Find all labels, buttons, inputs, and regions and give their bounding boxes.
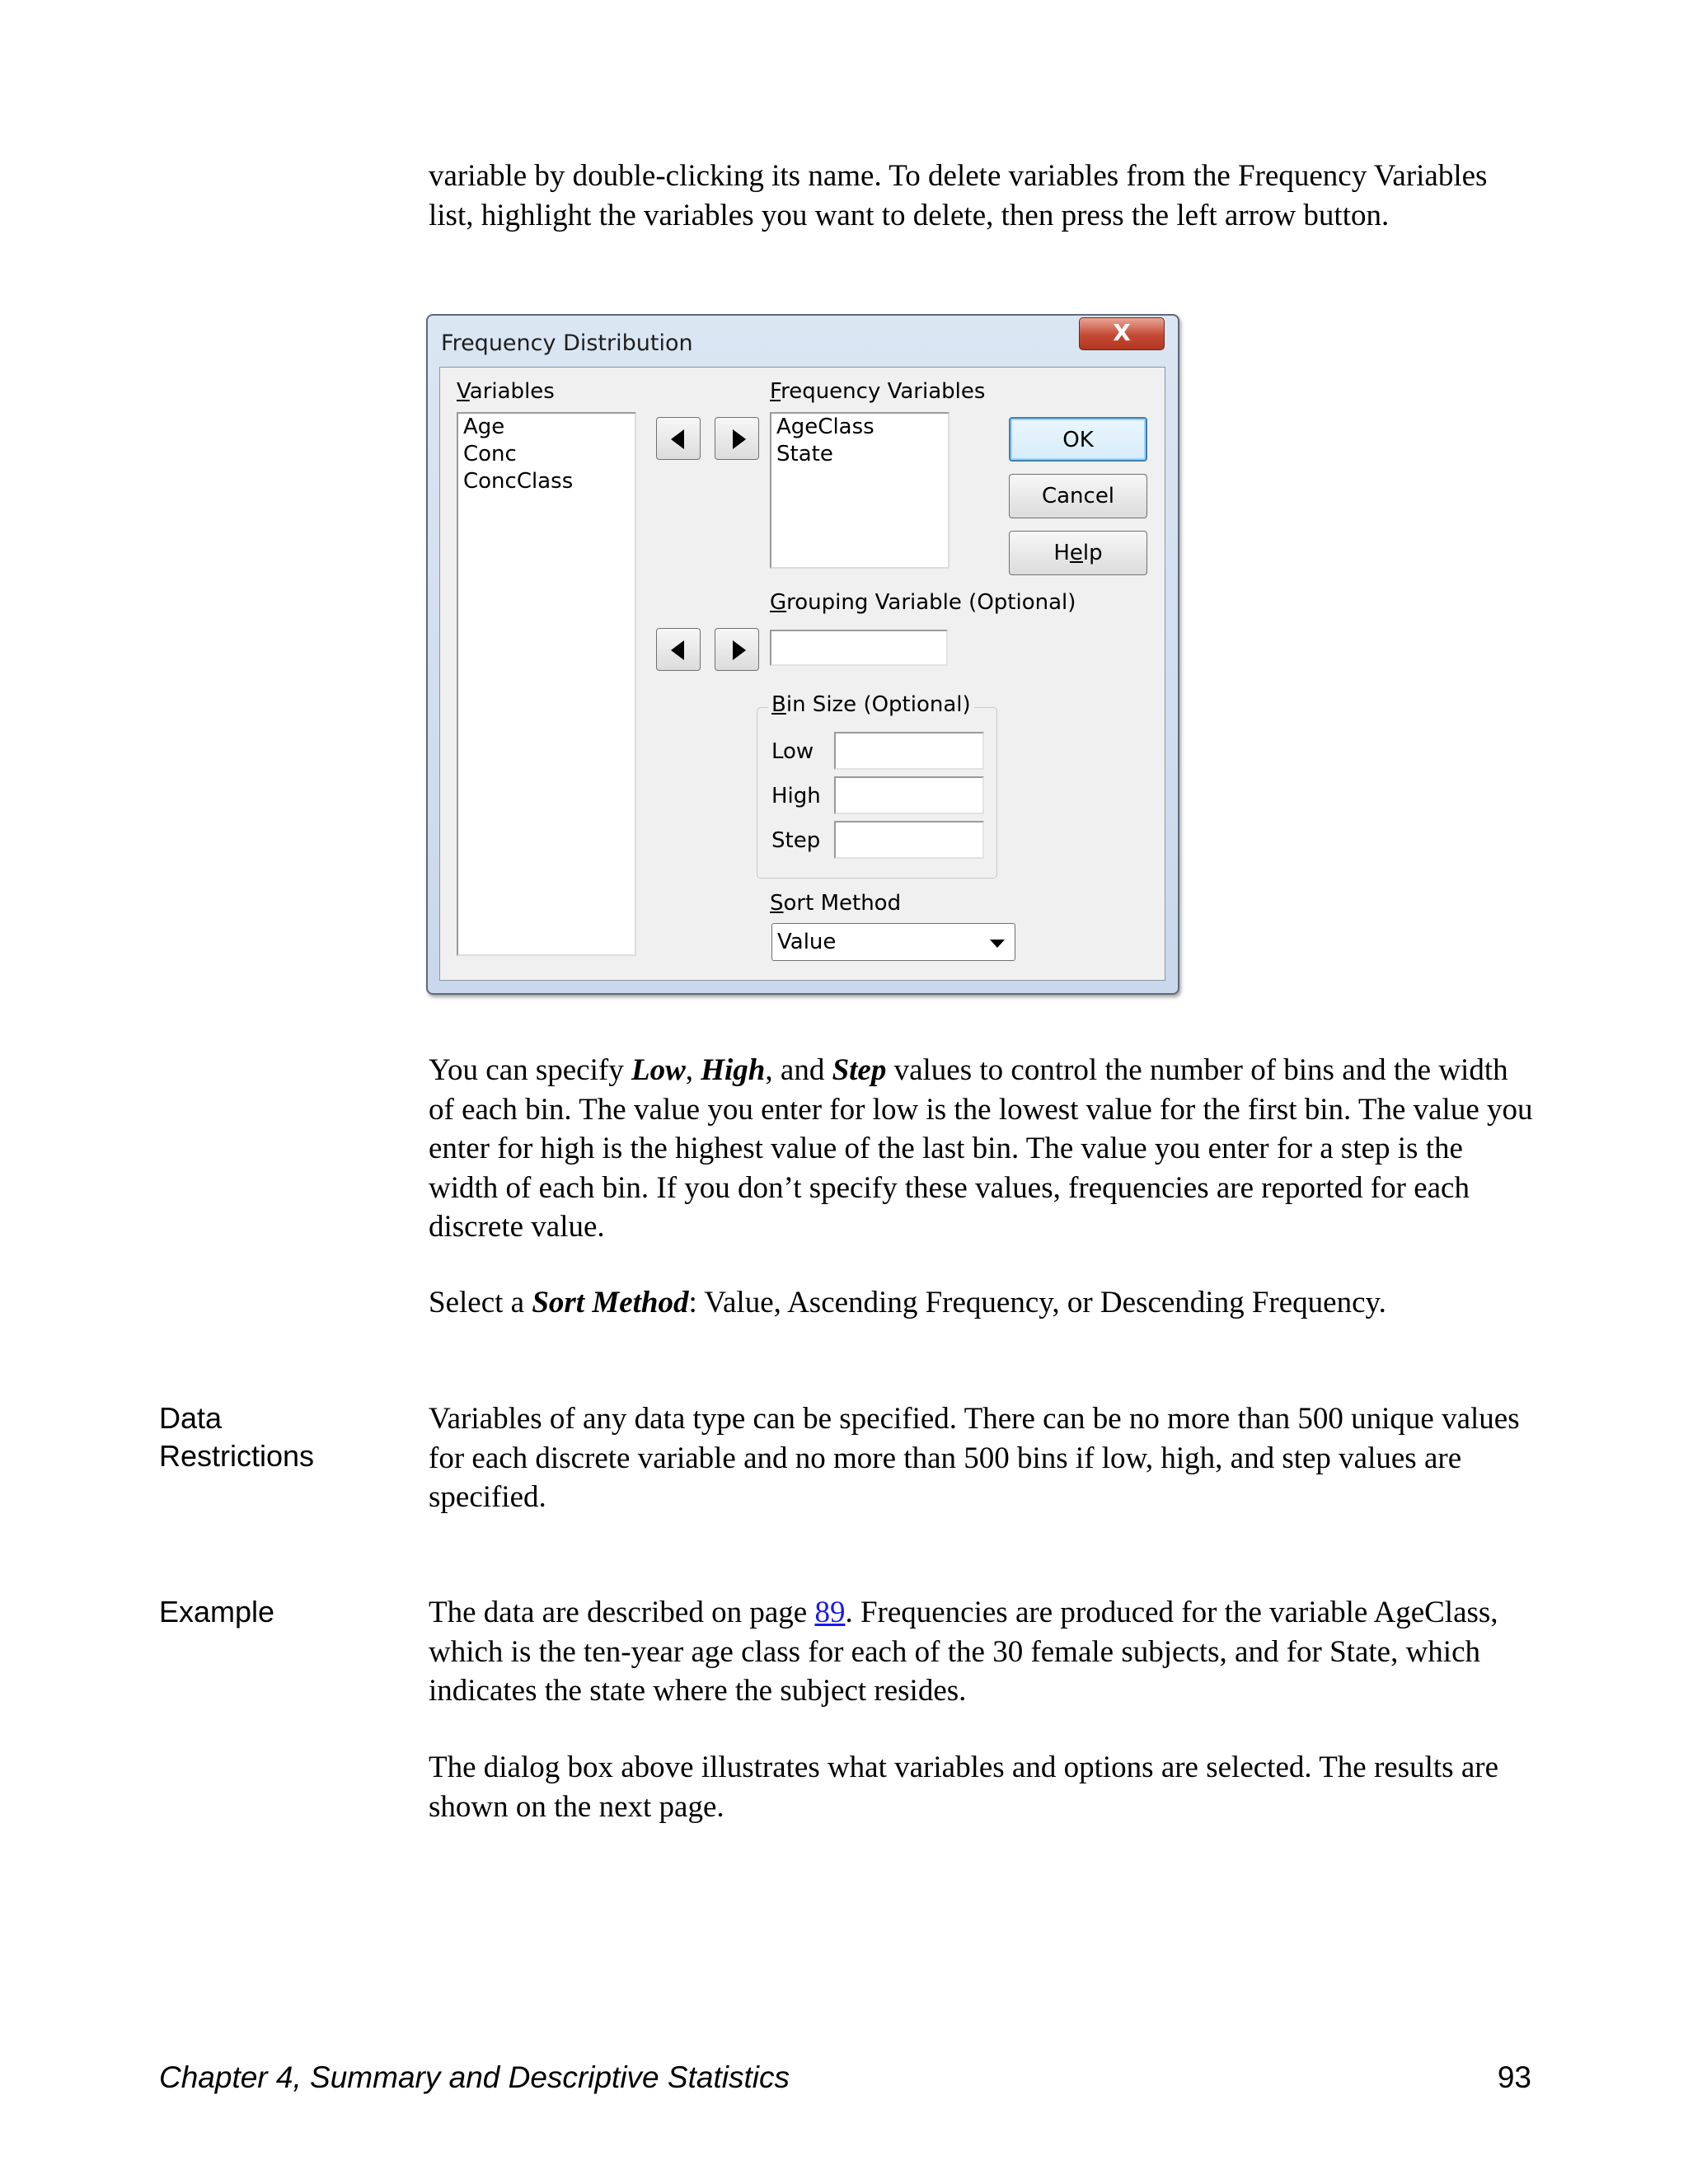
list-item[interactable]: ConcClass xyxy=(463,469,574,494)
add-grouping-variable-button[interactable] xyxy=(715,628,759,671)
high-label: High xyxy=(771,784,821,808)
grouping-variable-field[interactable] xyxy=(770,630,948,666)
high-field[interactable] xyxy=(834,776,984,814)
close-button[interactable]: X xyxy=(1079,317,1165,350)
example-paragraph: The data are described on page 89. Frequencies are produced for the variable AgeClass, which is the ten-year age class for each of the 30 female subjects, and for State, which indicates the state where the subject resides. xyxy=(429,1596,1498,1708)
page-link[interactable]: 89 xyxy=(814,1596,846,1629)
page-number: 93 xyxy=(1497,2060,1531,2094)
intro-paragraph: variable by double-clicking its name. To delete variables from the Frequency Variables list, highlight the variables you want to delete, then press the left arrow button. xyxy=(429,159,1488,232)
frequency-distribution-dialog xyxy=(426,314,1179,995)
data-restrictions-text: Variables of any data type can be specified. There can be no more than 500 unique values for each discrete variable and no more than 500 bins if low, high, and step values are specified. xyxy=(429,1402,1520,1514)
remove-frequency-variable-button[interactable] xyxy=(656,417,701,460)
frequency-variables-label: Frequency Variables xyxy=(770,379,986,404)
step-label: Step xyxy=(771,828,821,853)
cancel-button[interactable]: Cancel xyxy=(1009,474,1147,518)
chevron-down-icon xyxy=(990,940,1005,948)
grouping-variable-label: Grouping Variable (Optional) xyxy=(770,590,1076,615)
sort-method-selected: Value xyxy=(777,930,837,954)
data-restrictions-heading: Data Restrictions xyxy=(159,1401,315,1473)
step-field[interactable] xyxy=(834,821,984,859)
variables-label: Variables xyxy=(457,379,555,404)
add-frequency-variable-button[interactable] xyxy=(715,417,759,460)
left-arrow-icon xyxy=(671,640,684,660)
list-item[interactable]: State xyxy=(776,442,833,466)
example-heading: Example xyxy=(159,1595,275,1629)
variables-listbox[interactable] xyxy=(457,412,636,956)
bin-size-label: Bin Size (Optional) xyxy=(768,692,974,717)
sort-method-paragraph: Select a Sort Method: Value, Ascending Frequency, or Descending Frequency. xyxy=(429,1286,1386,1319)
chapter-footer: Chapter 4, Summary and Descriptive Statistics xyxy=(159,2060,790,2094)
bin-description-paragraph: You can specify Low, High, and Step values to control the number of bins and the width of each bin. The value you enter for low is the lowest value for the first bin. The value you enter for high is the highest value of the last bin. The value you enter for a step is the width of each bin. If you don’t specify these values, frequencies are reported for each discrete value. xyxy=(429,1053,1533,1244)
list-item[interactable]: Age xyxy=(463,415,505,439)
list-item[interactable]: Conc xyxy=(463,442,517,466)
remove-grouping-variable-button[interactable] xyxy=(656,628,701,671)
ok-button[interactable]: OK xyxy=(1009,417,1147,462)
right-arrow-icon xyxy=(733,429,746,449)
right-arrow-icon xyxy=(733,640,746,660)
sort-method-select[interactable] xyxy=(771,923,1015,961)
left-arrow-icon xyxy=(671,429,684,449)
help-button[interactable]: Help xyxy=(1009,531,1147,575)
low-label: Low xyxy=(771,739,814,764)
frequency-variables-listbox[interactable] xyxy=(770,412,950,569)
example-paragraph-2: The dialog box above illustrates what variables and options are selected. The results are shown on the next page. xyxy=(429,1750,1498,1824)
list-item[interactable]: AgeClass xyxy=(776,415,874,439)
low-field[interactable] xyxy=(834,732,984,770)
sort-method-label: Sort Method xyxy=(770,891,902,916)
dialog-title: Frequency Distribution xyxy=(441,330,693,356)
dialog-client-area xyxy=(439,367,1165,981)
